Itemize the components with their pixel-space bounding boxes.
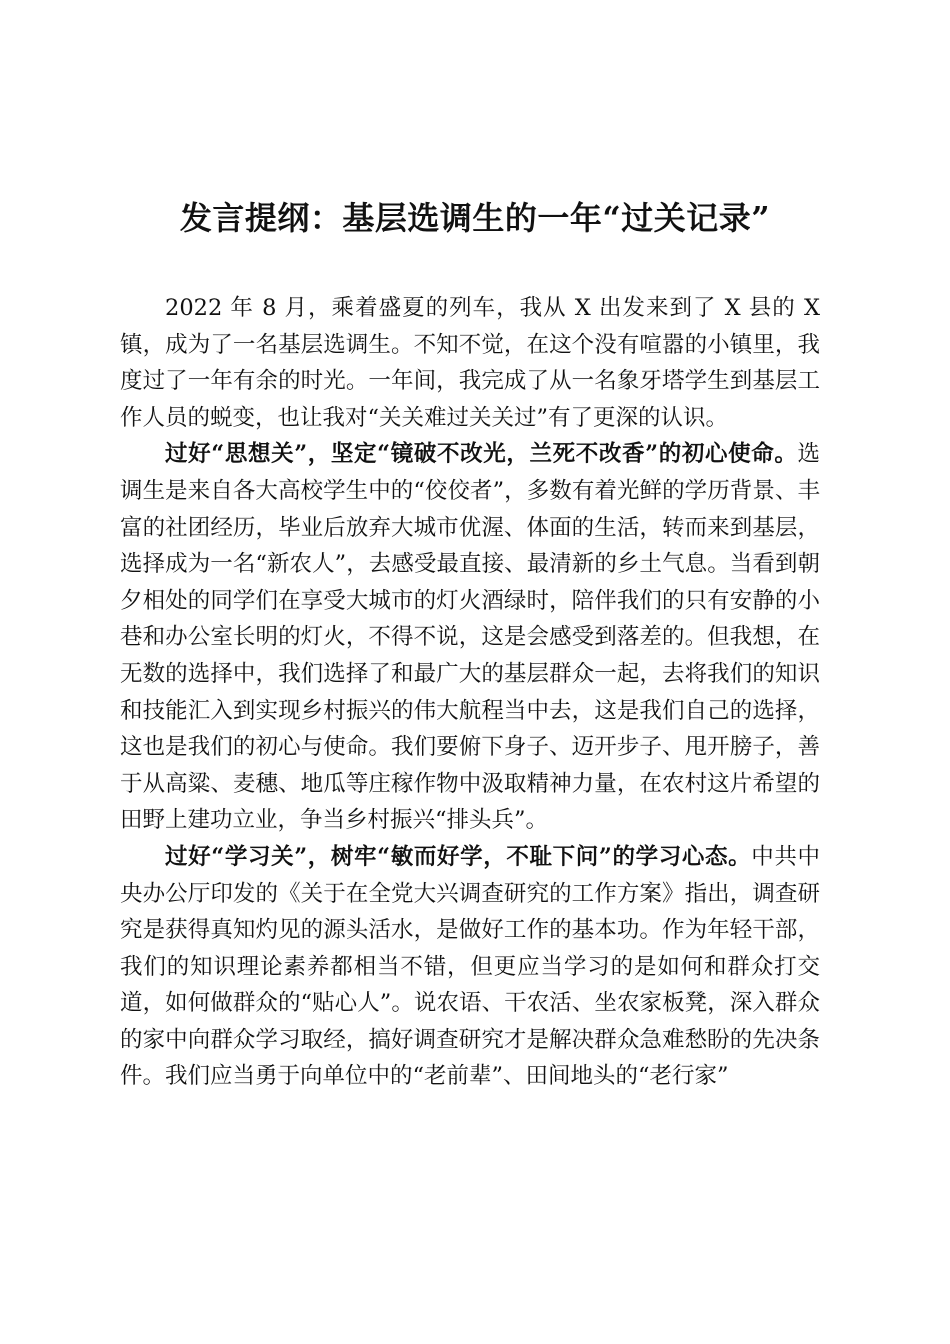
document-title: 发言提纲：基层选调生的一年“过关记录”: [179, 199, 771, 237]
paragraph-intro: [120, 290, 820, 436]
paragraph-lead: 过好“思想关”，坚定“镜破不改光，兰死不改香”的初心使命。: [165, 441, 798, 468]
paragraph-text: 选调生是来自各大高校学生中的“佼佼者”，多数有着光鲜的学历背景、丰富的社团经历，毕业后放弃大城市优渥、体面的生活，转而来到基层，选择成为一名“新农人”，去感受最直接、最清新的乡土气息。当看到朝夕相处的同学们在享受大城市的灯火酒绿时，陪伴我们的只有安静的小巷和办公室长明的灯火，不得不说，这是会感受到落差的。但我想，在无数的选择中，我们选择了和最广大的基层群众一起，去将我们的知识和技能汇入到实现乡村振兴的伟大航程当中去，这是我们自己的选择，这也是我们的初心与使命。我们要俯下身子、迈开步子、甩开膀子，善于从高粱、麦穗、地瓜等庄稼作物中汲取精神力量，在农村这片希望的田野上建功立业，争当乡村振兴“排头兵”。: [120, 441, 820, 834]
paragraph-study-pass: [120, 839, 820, 1095]
paragraph-lead: 过好“学习关”，树牢“敏而好学，不耻下问”的学习心态。: [165, 843, 752, 870]
paragraph-thought-pass: [120, 436, 820, 839]
document-body: [120, 290, 820, 1095]
paragraph-text: 2022 年 8 月，乘着盛夏的列车，我从 X 出发来到了 X 县的 X 镇，成为了一名基层选调生。不知不觉，在这个没有喧嚣的小镇里，我度过了一年有余的时光。一年间，我完成了从一名象牙塔学生到基层工作人员的蜕变，也让我对“关关难过关关过”有了更深的认识。: [120, 295, 820, 431]
paragraph-text: 中共中央办公厅印发的《关于在全党大兴调查研究的工作方案》指出，调查研究是获得真知灼见的源头活水，是做好工作的基本功。作为年轻干部，我们的知识理论素养都相当不错，但更应当学习的是如何和群众打交道，如何做群众的“贴心人”。说农语、干农活、坐农家板凳，深入群众的家中向群众学习取经，搞好调查研究才是解决群众急难愁盼的先决条件。我们应当勇于向单位中的“老前辈”、田间地头的“老行家”: [120, 843, 820, 1090]
